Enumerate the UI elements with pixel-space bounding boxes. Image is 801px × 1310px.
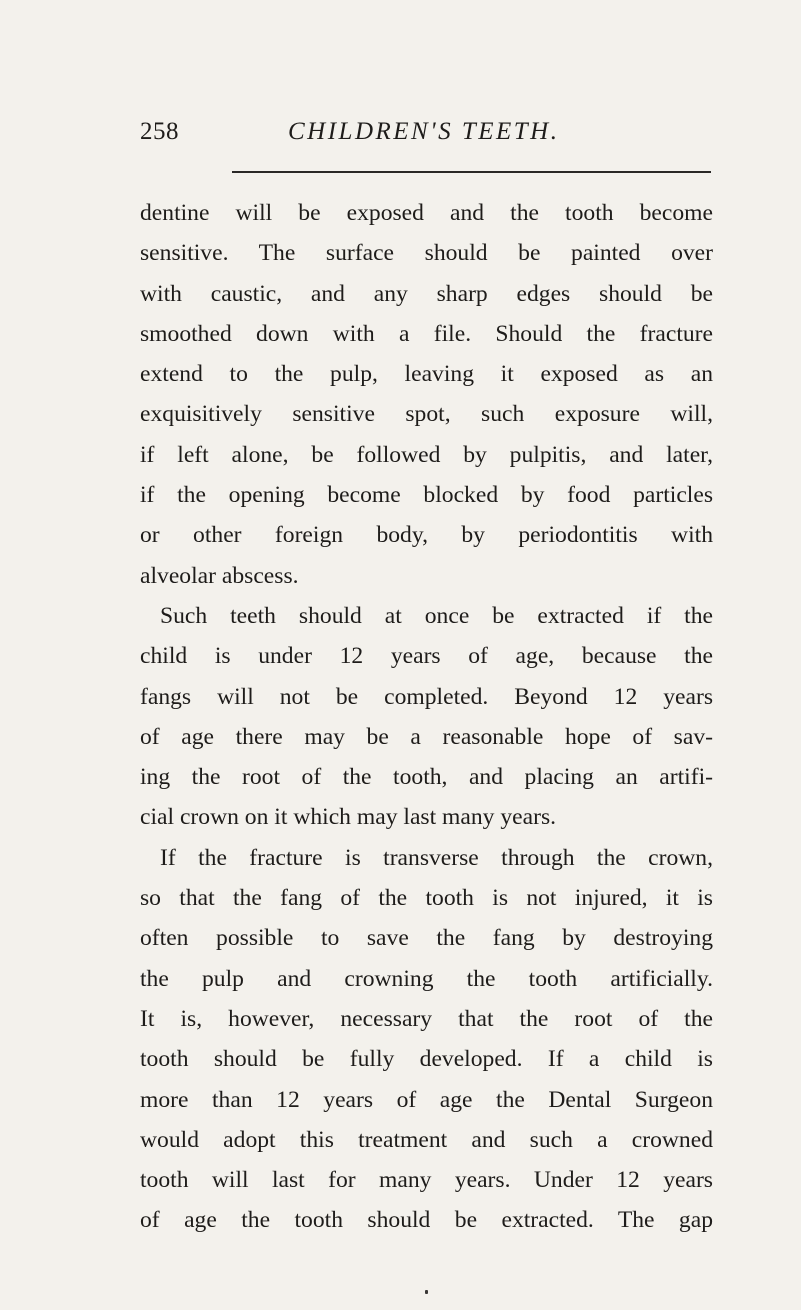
text-line: or other foreign body, by periodontitis with xyxy=(140,522,713,549)
body-text xyxy=(140,193,713,1241)
paragraph xyxy=(140,596,713,838)
text-line: tooth will last for many years. Under 12 years xyxy=(140,1167,713,1194)
text-line: with caustic, and any sharp edges should be xyxy=(140,280,713,307)
print-speck xyxy=(425,1290,428,1294)
text-line: child is under 12 years of age, because the xyxy=(140,643,713,670)
text-line: alveolar abscess. xyxy=(140,562,299,589)
running-head: CHILDREN'S TEETH. xyxy=(288,118,560,145)
text-line: dentine will be exposed and the tooth become xyxy=(140,200,713,226)
text-line: of age there may be a reasonable hope of sav- xyxy=(140,723,713,750)
text-line: more than 12 years of age the Dental Surgeon xyxy=(140,1086,713,1113)
text-line: of age the tooth should be extracted. The gap xyxy=(140,1207,713,1234)
page-number: 258 xyxy=(140,118,179,145)
text-line: sensitive. The surface should be painted over xyxy=(140,240,713,267)
text-line: smoothed down with a file. Should the fracture xyxy=(140,320,713,347)
text-line: often possible to save the fang by destroying xyxy=(140,925,713,952)
text-line: exquisitively sensitive spot, such exposure will, xyxy=(140,401,713,428)
text-line: if the opening become blocked by food particles xyxy=(140,482,713,509)
text-line: It is, however, necessary that the root of the xyxy=(140,1005,713,1032)
text-line: fangs will not be completed. Beyond 12 years xyxy=(140,683,713,710)
text-line: if left alone, be followed by pulpitis, and later, xyxy=(140,441,713,468)
text-line: extend to the pulp, leaving it exposed as an xyxy=(140,361,713,388)
text-line: the pulp and crowning the tooth artificially. xyxy=(140,965,713,992)
paragraph xyxy=(140,838,713,1241)
header-rule xyxy=(232,171,711,173)
text-line: If the fracture is transverse through the crown, xyxy=(160,844,713,871)
text-line: ing the root of the tooth, and placing an artifi- xyxy=(140,764,713,791)
text-line: so that the fang of the tooth is not injured, it is xyxy=(140,885,713,912)
paragraph xyxy=(140,193,713,596)
page-header xyxy=(140,118,700,152)
text-line: cial crown on it which may last many years. xyxy=(140,804,557,831)
text-line: would adopt this treatment and such a crowned xyxy=(140,1126,713,1153)
text-line: tooth should be fully developed. If a child is xyxy=(140,1046,713,1073)
text-line: Such teeth should at once be extracted if the xyxy=(160,602,713,629)
